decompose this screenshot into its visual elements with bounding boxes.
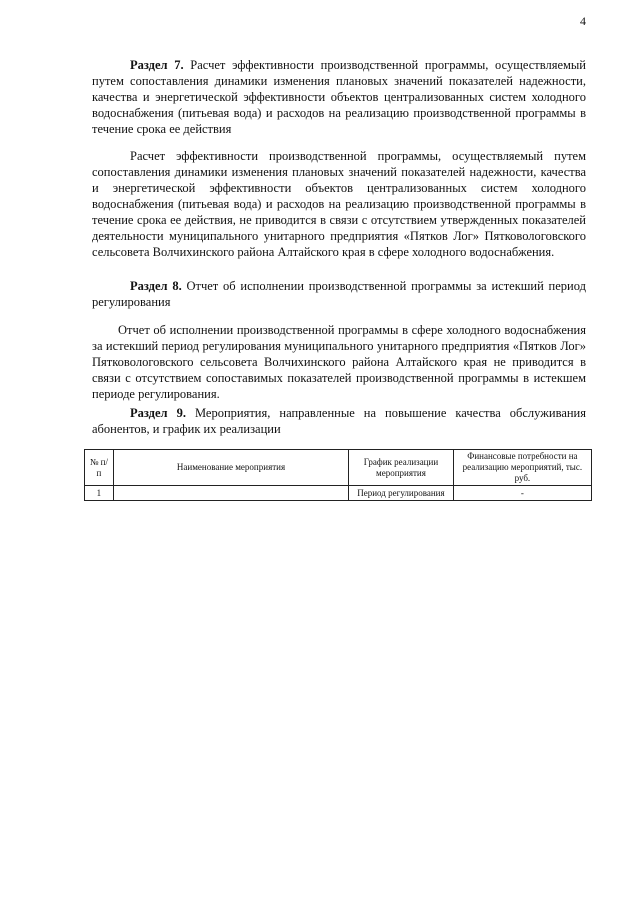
section-7-title: Расчет эффективности производственной программы, осуществляемый путем сопоставления динамики изменения плановых значений показателей надежности, качества и энергетической эффективности объектов централизованных систем холодного водоснабжения (питьевая вода) и расходов на реализацию производственной программы в течение срока ее действия [92, 58, 586, 136]
table-header-row [85, 450, 592, 486]
cell-schedule: Период регулирования [349, 486, 454, 501]
cell-finance: - [453, 486, 591, 501]
header-name: Наименование мероприятия [113, 450, 348, 486]
section-8-paragraph: Отчет об исполнении производственной программы в сфере холодного водоснабжения за истекший период регулирования муниципального унитарного предприятия «Пятков Лог» Пятковологовского сельсовета Волчихинского района Алтайского края не приводится в связи с отсутствием сопоставимых показателей производственной программы в истекшем периоде регулирования. [92, 323, 586, 401]
cell-num: 1 [85, 486, 114, 501]
section-9-title: Мероприятия, направленные на повышение качества обслуживания абонентов, и график их реализации [92, 406, 586, 436]
table-row [85, 486, 592, 501]
header-finance: Финансовые потребности на реализацию мероприятий, тыс. руб. [453, 450, 591, 486]
cell-name [113, 486, 348, 501]
section-8-title: Отчет об исполнении производственной программы за истекший период регулирования [92, 279, 586, 309]
page-number: 4 [580, 14, 586, 28]
section-7-label: Раздел 7. [130, 58, 184, 72]
section-7-paragraph: Расчет эффективности производственной программы, осуществляемый путем сопоставления динамики изменения плановых значений показателей надежности, качества и энергетической эффективности объектов централизованных систем холодного водоснабжения (питьевая вода) и расходов на реализацию производственной программы в течение срока ее действия, не приводится в связи с отсутствием утвержденных показателей деятельности муниципального унитарного предприятия «Пятков Лог» Пятковологовского сельсовета Волчихинского района Алтайского края в сфере холодного водоснабжения. [92, 149, 586, 259]
events-table [84, 449, 592, 501]
section-8-heading [92, 278, 586, 310]
header-schedule: График реализации мероприятия [349, 450, 454, 486]
section-8-label: Раздел 8. [130, 279, 182, 293]
section-9-label: Раздел 9. [130, 406, 186, 420]
section-7-heading [92, 57, 586, 137]
section-9-heading [92, 405, 586, 437]
header-num: № п/п [85, 450, 114, 486]
